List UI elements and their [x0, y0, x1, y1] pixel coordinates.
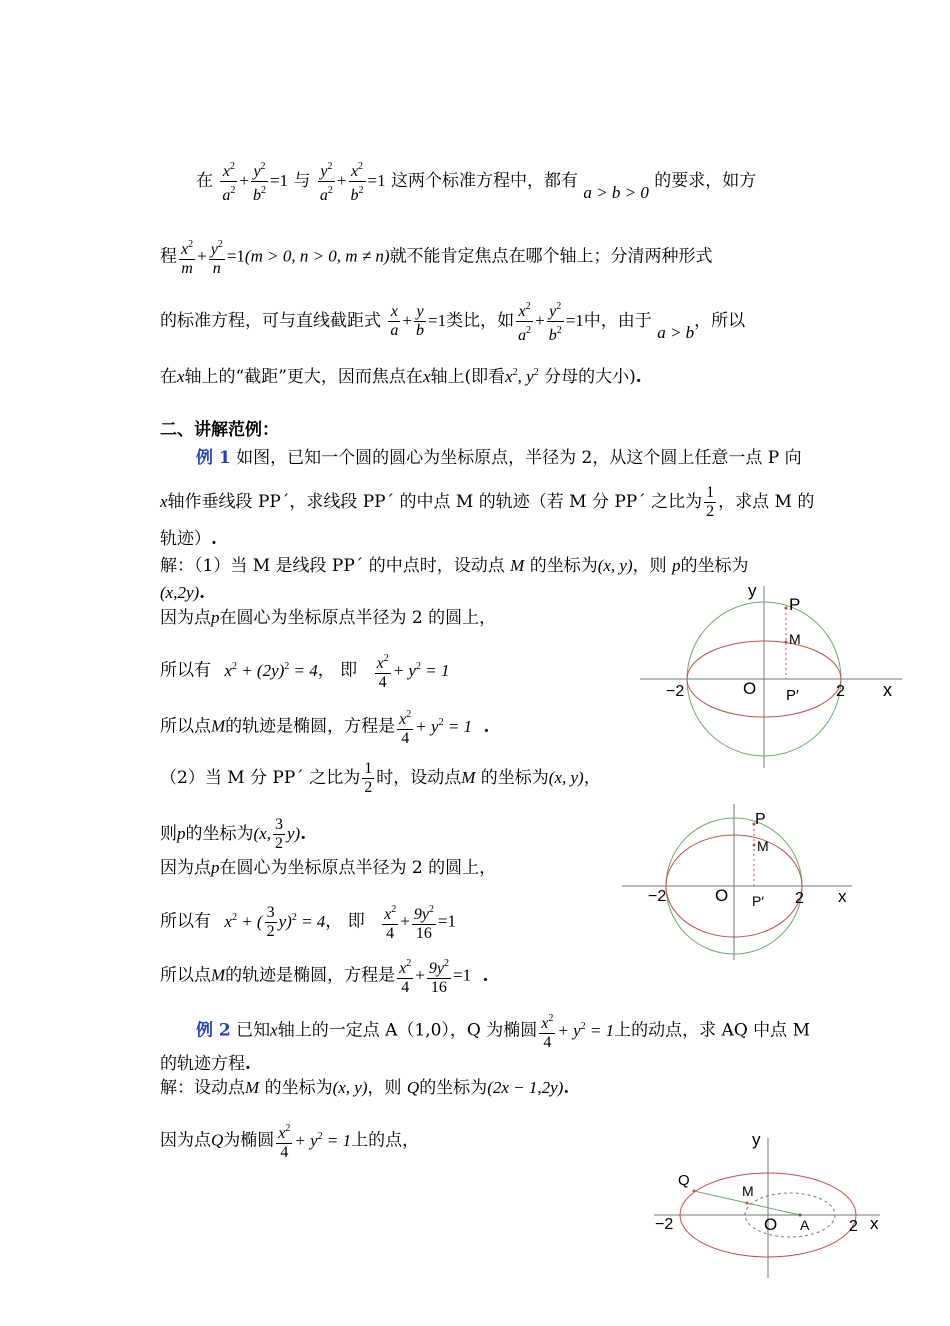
- text: ，求点 M 的: [718, 492, 815, 512]
- label-y: y: [748, 581, 757, 600]
- section-title: 二、讲解范例：: [160, 420, 279, 440]
- text: 的轨迹是椭圆，方程是: [225, 965, 396, 986]
- text: .: [199, 583, 206, 603]
- text: 上的动点，求 AQ 中点 M: [614, 1020, 810, 1041]
- point-m: [785, 641, 788, 644]
- sol1-line3: [160, 606, 496, 630]
- formula: $\frac{y^2}{b^2}$: [251, 158, 268, 205]
- figure-2: [618, 800, 868, 964]
- text: 这两个标准方程中，都有: [391, 171, 578, 191]
- formula: $\frac{x^2}{4}$: [397, 706, 413, 748]
- formula: $\frac{x^2}{b^2}$: [349, 158, 366, 205]
- formula: p: [672, 556, 681, 575]
- formula: $\frac{x^2}{4}$: [276, 1120, 292, 1162]
- example-label: 例 2: [196, 1020, 231, 1041]
- para1-line1: 在 $\frac{x^2}{a^2}$ + $\frac{y^2}{b^2}$ =1 与 $\frac{y^2}{a^2}$ + $\frac{x^2}{b^2}$ =1 这两个标准方程中，都有 a > b > 0 的要求，如方: [196, 158, 756, 205]
- text: 的坐标为: [264, 1078, 333, 1098]
- label-pos2: 2: [836, 683, 845, 700]
- label-p-prime: P′: [786, 687, 799, 704]
- label-x: x: [870, 1214, 879, 1233]
- text: .: [635, 367, 642, 387]
- formula: $\frac{9y^2}{16}$: [412, 901, 436, 943]
- formula: (x,2y): [160, 583, 200, 602]
- text: 分母的大小): [544, 367, 636, 387]
- formula: $\frac{3}{2}$: [274, 816, 283, 852]
- text: .: [483, 716, 490, 737]
- text: 轴上的“截距”更大，因而焦点在: [184, 367, 423, 387]
- sol2-line2: [160, 1120, 419, 1162]
- ex1-line3: [160, 527, 217, 551]
- formula: a > b: [657, 323, 695, 342]
- label-m: M: [757, 838, 769, 854]
- text: .: [211, 529, 217, 549]
- formula: $x^2$ + (: [224, 911, 263, 931]
- sol1-line5: [160, 706, 489, 748]
- label-neg2: −2: [655, 1216, 674, 1233]
- text: 上的点，: [351, 1130, 420, 1151]
- point-p: [785, 607, 788, 610]
- text: 的轨迹方程: [160, 1054, 245, 1074]
- ex2-line1: [196, 1010, 810, 1052]
- formula: $\frac{x^2}{4}$: [382, 901, 398, 943]
- formula: (x, y): [332, 1078, 368, 1097]
- label-m: M: [789, 631, 801, 647]
- formula: Q: [211, 1130, 224, 1150]
- text: 的坐标为: [480, 768, 549, 788]
- formula: $\frac{1}{2}$: [706, 484, 715, 520]
- text: .: [563, 1078, 570, 1098]
- label-p: P: [789, 595, 801, 614]
- formula: $\frac{x^2}{4}$: [397, 955, 413, 997]
- text: 因为点: [160, 858, 211, 878]
- sol1-line10: 所以点M的轨迹是椭圆，方程是 $\frac{x^2}{4}$ + $\frac{9y^2}{16}$ =1 .: [160, 955, 488, 997]
- formula: $\frac{y}{b}$: [416, 303, 424, 339]
- text: ， 即: [325, 911, 365, 932]
- formula: $x^2$, $y^2$: [505, 367, 539, 386]
- sol2-line1: [160, 1076, 569, 1100]
- text: 就不能肯定焦点在哪个轴上；分清两种形式: [389, 246, 713, 267]
- text: 轴上的一定点 A（1,0），Q 为椭圆: [277, 1020, 538, 1041]
- text: 因为点: [160, 1130, 211, 1151]
- formula: $\frac{3}{2}$: [266, 903, 275, 940]
- label-origin: O: [743, 679, 757, 698]
- label-x: x: [838, 887, 847, 906]
- sol1-line8: [160, 856, 496, 880]
- formula: (2x − 1,2y): [487, 1078, 564, 1097]
- formula: M: [211, 716, 226, 736]
- label-origin: O: [715, 886, 729, 905]
- text: .: [245, 1054, 251, 1074]
- formula: p: [211, 858, 220, 877]
- formula: p: [177, 824, 186, 843]
- formula: $\frac{x^2}{m}$: [179, 236, 195, 278]
- text: 解：（1）当 M 是线段 PP´ 的中点时，设动点: [160, 556, 505, 576]
- label-origin: O: [764, 1215, 778, 1234]
- label-a: A: [800, 1217, 810, 1233]
- text: ，: [583, 768, 601, 788]
- text: .: [482, 965, 489, 986]
- sol1-line9: 所以有 $x^2$ + ( $\frac{3}{2}$ y)$^2$ = 4， 即 $\frac{x^2}{4}$ + $\frac{9y^2}{16}$ =1: [160, 901, 456, 943]
- text: 与: [293, 171, 311, 191]
- text: 中，由于: [583, 311, 652, 331]
- formula: p: [211, 608, 220, 627]
- text: ，所以: [694, 311, 746, 331]
- sol1-line7: [160, 816, 306, 853]
- figure-1: [630, 578, 910, 774]
- formula: $\frac{x^2}{4}$: [539, 1010, 555, 1052]
- formula: $\frac{y^2}{b^2}$: [547, 298, 564, 345]
- sol1-line1: [160, 554, 749, 578]
- point-m: [746, 1202, 749, 1205]
- label-q: Q: [678, 1172, 690, 1189]
- text: 在: [160, 367, 177, 387]
- text: 的坐标为: [529, 556, 598, 576]
- label-y: y: [752, 1130, 761, 1149]
- text: 所以有: [160, 911, 211, 932]
- formula: $\frac{x^2}{4}$: [375, 650, 391, 692]
- text: 在圆心为坐标原点半径为 2 的圆上，: [219, 858, 497, 878]
- text: 为椭圆: [223, 1130, 275, 1151]
- formula: (x, y): [597, 556, 633, 575]
- formula: x: [160, 492, 168, 511]
- text: 在圆心为坐标原点半径为 2 的圆上，: [219, 608, 497, 628]
- formula: + $y^2 = 1$: [294, 1130, 352, 1150]
- text: （2）当 M 分 PP´ 之比为: [160, 768, 361, 788]
- formula: $\frac{1}{2}$: [364, 760, 373, 796]
- formula: M: [245, 1078, 260, 1097]
- para1-line4: [160, 361, 642, 389]
- example-label: 例 1: [196, 448, 231, 468]
- text: 如图，已知一个圆的圆心为坐标原点，半径为 2，从这个圆上任意一点 P 向: [236, 448, 802, 468]
- text: 因为点: [160, 608, 211, 628]
- formula: $\frac{x^2}{a^2}$: [220, 158, 237, 205]
- ex2-line2: [160, 1052, 251, 1076]
- label-pos2: 2: [795, 890, 804, 907]
- formula: (x, y): [548, 768, 584, 787]
- text: ， 即: [317, 660, 358, 681]
- text: 轴上(即看: [430, 367, 506, 387]
- text: 解：设动点: [160, 1078, 245, 1098]
- formula: + $y^2 = 1$: [557, 1020, 615, 1040]
- label-neg2: −2: [648, 888, 667, 905]
- sol1-line6: [160, 760, 601, 797]
- text: 的要求，如方: [654, 171, 757, 191]
- formula: y)$^2$ = 4: [278, 911, 326, 931]
- label-pos2: 2: [849, 1218, 858, 1235]
- formula: Q: [406, 1078, 420, 1097]
- figure-3: [650, 1128, 890, 1280]
- formula: M: [510, 556, 525, 575]
- text: 所以点: [160, 965, 211, 986]
- formula: x: [422, 367, 431, 386]
- point-q: [693, 1190, 696, 1193]
- sol1-line4: [160, 650, 449, 692]
- text: 则: [160, 824, 177, 844]
- text: 的标准方程，可与直线截距式: [160, 311, 381, 331]
- label-x: x: [883, 680, 892, 700]
- text: 已知: [236, 1020, 271, 1041]
- formula: + $y^2 = 1$: [392, 660, 450, 680]
- label-p-prime: P′: [752, 893, 764, 909]
- text: ，则: [367, 1078, 402, 1098]
- ex1-line2: [160, 484, 814, 521]
- formula: $\frac{x}{a}$: [390, 303, 399, 339]
- text: 所以点: [160, 716, 211, 737]
- text: 时，设动点: [376, 768, 462, 788]
- para1-line2: 程 $\frac{x^2}{m}$ + $\frac{y^2}{n}$ =1(m > 0, n > 0, m ≠ n)就不能肯定焦点在哪个轴上；分清两种形式: [160, 236, 713, 278]
- text: 的坐标为: [419, 1078, 488, 1098]
- text: 在: [196, 171, 213, 191]
- formula: $\frac{x^2}{a^2}$: [516, 298, 533, 345]
- formula: x: [177, 367, 185, 386]
- text: 的坐标为: [185, 824, 254, 844]
- text: 所以有: [160, 660, 211, 681]
- formula: $\frac{y^2}{a^2}$: [318, 158, 335, 205]
- text: 轨迹）: [160, 529, 211, 549]
- text: 的坐标为: [680, 556, 749, 576]
- formula: (x,: [253, 824, 271, 843]
- label-m: M: [742, 1183, 754, 1199]
- point-m: [753, 844, 756, 847]
- text: 的轨迹是椭圆，方程是: [225, 716, 396, 737]
- ex1-line1: [196, 446, 802, 470]
- para1-line3: 的标准方程，可与直线截距式 $\frac{x}{a}$ + $\frac{y}{b}$ =1类比，如 $\frac{x^2}{a^2}$ + $\frac{y^2}{b^2}$ =1中，由于 a > b，所以: [160, 298, 745, 345]
- text: ，则: [632, 556, 667, 576]
- formula: M: [461, 768, 476, 787]
- formula: $\frac{y^2}{n}$: [209, 236, 225, 278]
- sol1-line2: [160, 581, 205, 605]
- formula: a > b > 0: [583, 183, 649, 202]
- formula: y): [286, 824, 301, 843]
- text: 轴作垂线段 PP´，求线段 PP´ 的中点 M 的轨迹（若 M 分 PP´ 之比为: [167, 492, 703, 512]
- formula: (m > 0, n > 0, m ≠ n): [244, 246, 390, 266]
- formula: $\frac{9y^2}{16}$: [427, 955, 451, 997]
- text: .: [300, 824, 307, 844]
- label-neg2: −2: [666, 683, 685, 700]
- formula: + $y^2 = 1$: [415, 716, 473, 736]
- formula: $x^2 + (2y)^2 = 4$: [224, 660, 318, 680]
- text: 类比，如: [446, 311, 515, 331]
- label-p: P: [755, 811, 766, 828]
- formula: M: [211, 965, 226, 985]
- formula: x: [270, 1020, 278, 1040]
- text: 程: [160, 246, 177, 267]
